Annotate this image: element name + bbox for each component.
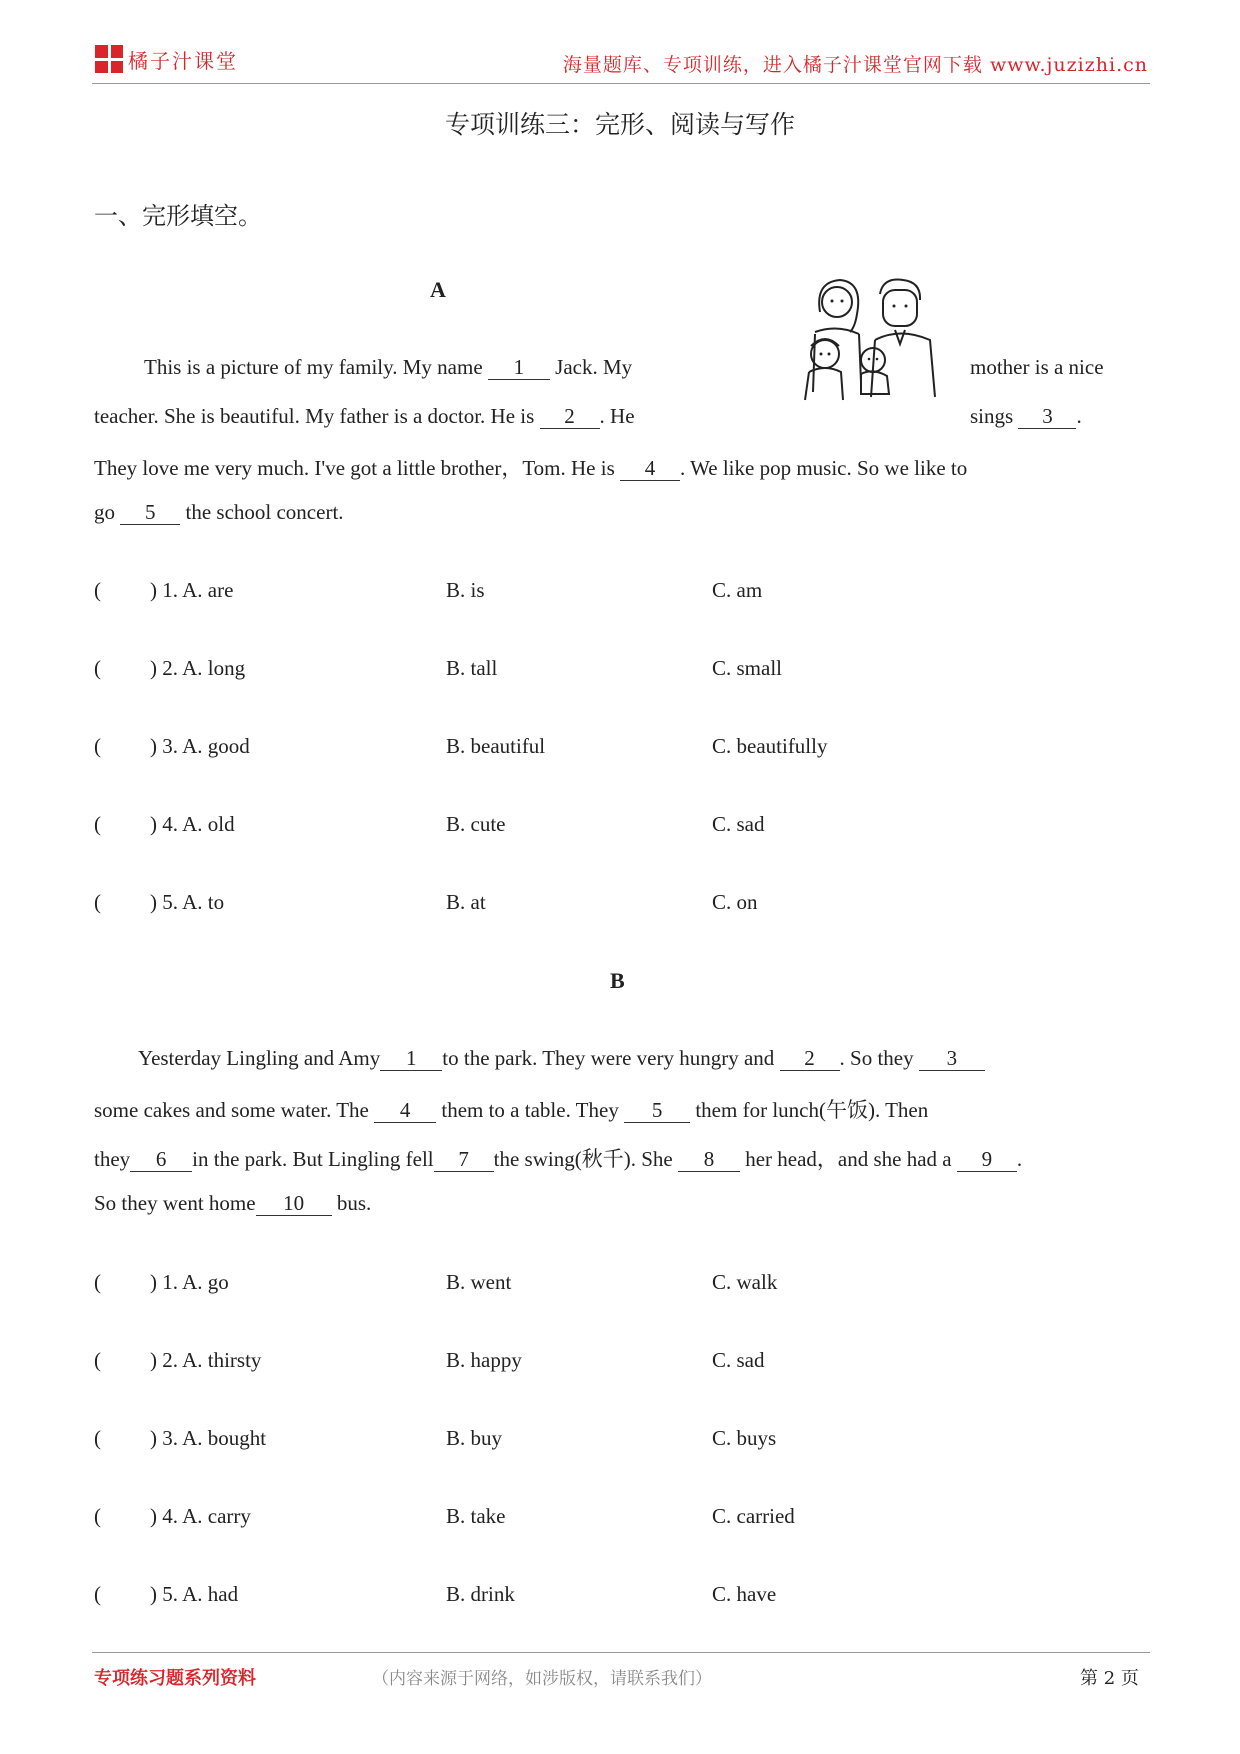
option-b: B. went [446, 1270, 512, 1294]
option-c: C. carried [712, 1504, 795, 1528]
option-c: C. buys [712, 1426, 777, 1450]
blank: 3 [919, 1047, 985, 1071]
option-b: B. buy [446, 1426, 503, 1450]
option-c: C. have [712, 1582, 777, 1606]
blank: 7 [434, 1148, 494, 1172]
option-a: ) 3. A. bought [150, 1426, 267, 1450]
option-a: ) 5. A. to [150, 890, 225, 914]
option-c: C. sad [712, 1348, 765, 1372]
passage-a-line-1-right: mother is a nice [970, 355, 1104, 379]
logo-text: 橘子汁课堂 [128, 49, 238, 73]
answer-paren[interactable]: ( [94, 1426, 101, 1450]
blank: 2 [780, 1047, 840, 1071]
option-a: ) 4. A. carry [150, 1504, 251, 1528]
blank: 9 [957, 1148, 1017, 1172]
blank: 1 [380, 1047, 442, 1071]
option-b: B. beautiful [446, 734, 546, 758]
option-b: B. drink [446, 1582, 515, 1606]
option-a: ) 5. A. had [150, 1582, 239, 1606]
option-c: C. walk [712, 1270, 778, 1294]
passage-b-line-3: they 6 in the park. But Lingling fell 7 the swing(秋千). She 8 her head，and she had a 9 . [94, 1147, 1023, 1171]
answer-paren[interactable]: ( [94, 1504, 101, 1528]
option-c: C. on [712, 890, 758, 914]
option-a: ) 4. A. old [150, 812, 235, 836]
passage-a-line-4: go 5 the school concert. [94, 500, 344, 524]
blank: 3 [1018, 405, 1076, 429]
option-b: B. happy [446, 1348, 522, 1372]
answer-paren[interactable]: ( [94, 812, 101, 836]
footer-divider [92, 1652, 1150, 1653]
passage-b-line-1: Yesterday Lingling and Amy 1 to the park. They were very hungry and 2 . So they 3 [138, 1046, 985, 1071]
blank: 1 [488, 356, 550, 380]
footer-series: 专项练习题系列资料 [94, 1668, 256, 1689]
blank: 4 [374, 1099, 436, 1123]
option-c: C. small [712, 656, 783, 680]
blank: 8 [678, 1148, 740, 1172]
option-c: C. beautifully [712, 734, 828, 758]
answer-paren[interactable]: ( [94, 734, 101, 758]
answer-paren[interactable]: ( [94, 1582, 101, 1606]
part-a-label: A [430, 277, 446, 302]
family-illustration [795, 272, 945, 402]
blank: 4 [620, 457, 680, 481]
blank: 5 [120, 501, 180, 525]
option-a: ) 1. A. go [150, 1270, 229, 1294]
header-divider [92, 83, 1150, 84]
blank: 6 [130, 1148, 192, 1172]
blank: 5 [624, 1099, 690, 1123]
blank: 10 [256, 1192, 332, 1216]
answer-paren[interactable]: ( [94, 890, 101, 914]
passage-b-line-4: So they went home 10 bus. [94, 1191, 372, 1215]
page-title: 专项训练三：完形、阅读与写作 [444, 110, 795, 139]
page-number: 第 2 页 [1080, 1668, 1139, 1689]
passage-a-line-3: They love me very much. I've got a little brother，Tom. He is 4 . We like pop music. So we like to [94, 456, 968, 480]
option-a: ) 1. A. are [150, 578, 234, 602]
option-b: B. is [446, 578, 485, 602]
part-b-label: B [610, 968, 625, 993]
option-b: B. cute [446, 812, 506, 836]
answer-paren[interactable]: ( [94, 578, 101, 602]
blank: 2 [540, 405, 600, 429]
option-c: C. sad [712, 812, 765, 836]
option-a: ) 2. A. long [150, 656, 246, 680]
option-b: B. at [446, 890, 486, 914]
passage-a-line-2-right: sings 3 . [970, 404, 1082, 428]
answer-paren[interactable]: ( [94, 1348, 101, 1372]
passage-b-line-2: some cakes and some water. The 4 them to a table. They 5 them for lunch(午饭). Then [94, 1098, 929, 1122]
answer-paren[interactable]: ( [94, 656, 101, 680]
section-heading: 一、完形填空。 [94, 202, 262, 230]
option-c: C. am [712, 578, 763, 602]
logo-icon [95, 45, 123, 73]
passage-a-line-1: This is a picture of my family. My name 1 Jack. My [144, 355, 633, 379]
header-tagline: 海量题库、专项训练，进入橘子汁课堂官网下载 www.juzizhi.cn [562, 54, 1148, 76]
footer-disclaimer: （内容来源于网络，如涉版权，请联系我们） [372, 1669, 712, 1689]
option-b: B. tall [446, 656, 498, 680]
option-a: ) 3. A. good [150, 734, 250, 758]
option-b: B. take [446, 1504, 506, 1528]
answer-paren[interactable]: ( [94, 1270, 101, 1294]
passage-a-line-2: teacher. She is beautiful. My father is a doctor. He is 2 . He [94, 404, 635, 428]
option-a: ) 2. A. thirsty [150, 1348, 262, 1372]
